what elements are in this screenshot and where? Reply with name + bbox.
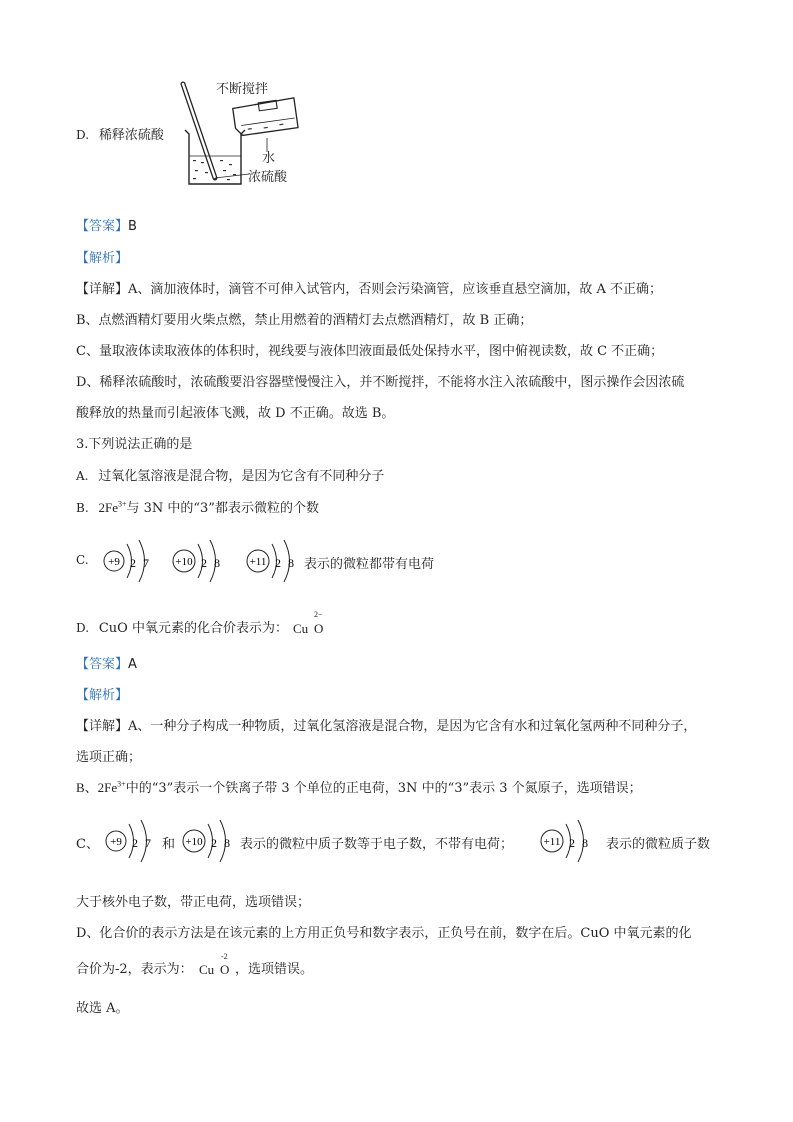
shell-electrons: 8 <box>288 556 294 570</box>
shell-electrons: 8 <box>582 836 588 850</box>
q3-option-b <box>76 497 319 516</box>
option-label: A. <box>76 469 89 483</box>
atom-diagrams-detail-c3 <box>536 816 600 866</box>
nucleus-charge: +11 <box>249 556 267 568</box>
answer-tag: 【答案】 <box>76 657 129 672</box>
q3-detail-line: 【详解】A、一种分子构成一种物质，过氧化氢溶液是混合物，是因为它含有水和过氧化氢两种不同种分子， <box>76 719 697 734</box>
q3-option-a <box>76 465 384 484</box>
valence-cu: Cu <box>293 621 309 636</box>
nucleus-charge: +11 <box>543 836 561 848</box>
atom-diagrams-option-c <box>96 536 302 586</box>
q3-detail-line-b: B、$2Fe^{3+}$中的“3”表示一个铁离子带 3 个单位的正电荷，3N 中的“3”表示 3 个氮原子，选项错误； <box>76 779 642 796</box>
q3-detail-d-2: 合价为-2，表示为： <box>76 962 193 977</box>
nucleus-charge: +9 <box>110 836 122 848</box>
shell-electrons: 2 <box>201 556 207 570</box>
q3-answer <box>76 653 137 672</box>
valence-cu: Cu <box>199 962 215 977</box>
q2-detail-line: 【详解】A、滴加液体时，滴管不可伸入试管内，否则会污染滴管，应该垂直悬空滴加，故 A 不正确； <box>76 282 663 297</box>
q2-detail-line: B、点燃酒精灯要用火柴点燃，禁止用燃着的酒精灯去点燃酒精灯，故 B 正确； <box>76 313 533 328</box>
q3-detail-c-end: 表示的微粒质子数 <box>606 837 711 852</box>
option-label: B. <box>76 501 89 515</box>
atom-diagrams-detail-c2 <box>178 816 240 866</box>
q3-analysis-tag: 【解析】 <box>76 688 129 703</box>
answer-value: B <box>128 219 137 234</box>
nucleus-charge: +10 <box>185 836 203 848</box>
q3-detail-c-label: C、 <box>76 837 99 852</box>
valence-value: 2− <box>314 610 323 619</box>
answer-tag: 【答案】 <box>76 219 129 234</box>
charge-sup: 3+ <box>117 779 126 789</box>
option-label: D. <box>76 128 90 142</box>
option-text: 稀释浓硫酸 <box>98 128 164 143</box>
shell-electrons: 2 <box>130 556 136 570</box>
atom-fluorine <box>104 540 149 582</box>
q3-option-d <box>76 617 288 636</box>
q2-option-d <box>76 124 164 143</box>
q3-title: 3.下列说法正确的是 <box>76 437 193 452</box>
formula-2fe: 2Fe <box>98 500 118 515</box>
q3-conclusion: 故选 A。 <box>76 1001 129 1016</box>
q3-detail-c-mid: 表示的微粒中质子数等于电子数，不带有电荷； <box>240 837 514 852</box>
nucleus-charge: +10 <box>175 556 193 568</box>
q3-detail-line: 大于核外电子数，带正电荷，选项错误； <box>76 895 311 910</box>
q3-option-c-text: 表示的微粒都带有电荷 <box>304 557 435 572</box>
shell-electrons: 7 <box>145 836 151 850</box>
q2-answer <box>76 215 137 234</box>
valence-o: O <box>314 621 324 636</box>
q3-detail-line: D、化合价的表示方法是在该元素的上方用正负号和数字表示，正负号在前，数字在后。CuO 中氧元素的化 <box>76 926 692 941</box>
q3-detail-line: 选项正确； <box>76 750 142 765</box>
q2-detail-line: D、稀释浓硫酸时，浓硫酸要沿容器壁慢慢注入，并不断搅拌，不能将水注入浓硫酸中，图示操作会因浓硫 <box>76 375 685 390</box>
shell-electrons: 2 <box>132 836 138 850</box>
option-text: CuO 中氧元素的化合价表示为： <box>98 621 288 636</box>
shell-electrons: 7 <box>143 556 149 570</box>
q3-option-c-label: C. <box>76 553 89 567</box>
valence-o: O <box>220 962 230 977</box>
atom-neon <box>173 540 220 582</box>
valence-value: -2 <box>221 952 228 961</box>
shell-electrons: 2 <box>211 836 217 850</box>
label-acid: 浓硫酸 <box>248 170 288 185</box>
atom-sodium-ion <box>247 540 294 582</box>
option-text: 过氧化氢溶液是混合物，是因为它含有不同种分子 <box>98 469 385 484</box>
option-label: D. <box>76 621 90 635</box>
label-water: 水 <box>262 151 276 166</box>
charge-sup: 3+ <box>117 499 127 509</box>
shell-electrons: 8 <box>214 556 220 570</box>
atom-diagrams-detail-c1 <box>100 816 162 866</box>
q3-detail-c-and: 和 <box>162 837 176 852</box>
shell-electrons: 8 <box>224 836 230 850</box>
option-text: 与 3N 中的“3”都表示微粒的个数 <box>126 501 319 516</box>
shell-electrons: 2 <box>569 836 575 850</box>
q3-detail-d-3: ，选项错误。 <box>235 962 314 977</box>
q2-detail-line: 酸释放的热量而引起液体飞溅，故 D 不正确。故选 B。 <box>76 406 395 421</box>
q2-detail-line: C、量取液体读取液体的体积时，视线要与液体凹液面最低处保持水平，图中俯视读数，故 C 不正确； <box>76 344 664 359</box>
water-bottle <box>232 98 298 136</box>
nucleus-charge: +9 <box>108 556 120 568</box>
shell-electrons: 2 <box>275 556 281 570</box>
answer-value: A <box>128 657 137 672</box>
q2-analysis-tag: 【解析】 <box>76 251 129 266</box>
label-stirring: 不断搅拌 <box>216 82 269 97</box>
